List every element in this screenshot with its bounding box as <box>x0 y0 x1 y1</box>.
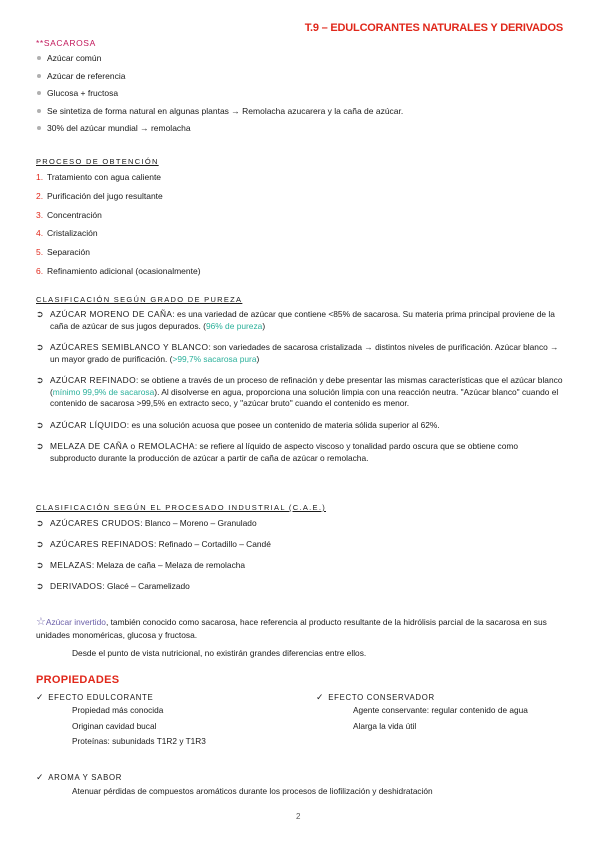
list-item: Agente conservante: regular contenido de agua <box>353 705 528 715</box>
industrial-list <box>36 518 566 593</box>
list-item: ➲ MELAZA DE CAÑA o REMOLACHA: se refiere al líquido de aspecto viscoso y tonalidad pardo oscura que se obtiene como subproducto durante la producción de azúcar a partir de caña de azúcar o remolacha. <box>36 441 519 463</box>
bullet-icon <box>37 126 41 130</box>
list-item: ➲ DERIVADOS: Glacé – Caramelizado <box>36 581 190 591</box>
arrow-bullet-icon: ➲ <box>36 441 44 451</box>
propiedades-title: PROPIEDADES <box>36 674 120 686</box>
list-item: 3. Concentración <box>36 209 102 220</box>
list-item: Proteínas: subunidads T1R2 y T1R3 <box>72 736 206 746</box>
list-item: 1. Tratamiento con agua caliente <box>36 172 162 182</box>
page-number: 2 <box>296 812 301 821</box>
arrow-bullet-icon: ➲ <box>36 518 44 528</box>
arrow-bullet-icon: ➲ <box>36 342 44 352</box>
conservador-heading: ✓ EFECTO CONSERVADOR <box>316 692 435 702</box>
edulcorante-heading: ✓ EFECTO EDULCORANTE <box>36 692 154 702</box>
conservador-lines <box>353 704 553 732</box>
check-icon: ✓ <box>36 772 45 782</box>
azucar-invertido-paragraph: ☆Azúcar invertido, también conocido como sacarosa, hace referencia al producto resultante de la hidrólisis parcial de la sacarosa en sus unidades monoméricas, glucosa y fructosa. <box>36 616 547 640</box>
pureza-list <box>36 309 566 464</box>
bullet-icon <box>37 56 41 60</box>
list-item: 6. Refinamiento adicional (ocasionalmente) <box>36 265 201 276</box>
star-icon: ☆ <box>36 616 46 628</box>
industrial-heading: CLASIFICACIÓN SEGÚN EL PROCESADO INDUSTRIAL (C.A.E.) <box>36 503 326 512</box>
arrow-bullet-icon: ➲ <box>36 560 44 570</box>
pureza-heading: CLASIFICACIÓN SEGÚN GRADO DE PUREZA <box>36 295 243 304</box>
nutricional-note: Desde el punto de vista nutricional, no existirán grandes diferencias entre ellos. <box>72 648 367 658</box>
arrow-bullet-icon: ➲ <box>36 309 44 319</box>
bullet-icon <box>37 91 41 95</box>
list-item: 2. Purificación del jugo resultante <box>36 190 163 201</box>
list-item: ➲ MELAZAS: Melaza de caña – Melaza de remolacha <box>36 560 246 570</box>
list-item: 30% del azúcar mundial → remolacha <box>36 120 403 138</box>
list-item: Azúcar común <box>36 50 403 68</box>
proceso-heading: PROCESO DE OBTENCIÓN <box>36 157 159 166</box>
sacarosa-title: **SACAROSA <box>36 38 96 48</box>
bullet-icon <box>37 109 41 113</box>
list-item: 5. Separación <box>36 247 91 258</box>
aroma-heading: ✓ AROMA Y SABOR <box>36 772 123 782</box>
list-item: ➲ AZÚCAR MORENO DE CAÑA: es una variedad de azúcar que contiene <85% de sacarosa. Su materia prima principal proviene de la caña de azúcar de sus jugos depurados. (96% de pureza) <box>36 309 555 331</box>
list-item: ➲ AZÚCARES REFINADOS: Refinado – Cortadillo – Candé <box>36 539 271 549</box>
sacarosa-list <box>36 50 403 138</box>
list-item: Propiedad más conocida <box>72 705 164 715</box>
proceso-steps <box>36 168 201 281</box>
list-item: ➲ AZÚCARES SEMIBLANCO Y BLANCO: son variedades de sacarosa cristalizada → distintos niveles de purificación. Azúcar blanco → un mayor grado de purificación. (>99,7% sacarosa pura) <box>36 342 559 364</box>
list-item: Azúcar de referencia <box>36 68 403 86</box>
arrow-bullet-icon: ➲ <box>36 581 44 591</box>
list-item: ➲ AZÚCAR LÍQUIDO: es una solución acuosa que posee un contenido de materia sólida superior al 62%. <box>36 419 440 430</box>
arrow-bullet-icon: ➲ <box>36 419 44 430</box>
list-item: ➲ AZÚCAR REFINADO: se obtiene a través de un proceso de refinación y debe presentar las mismas características que el azúcar blanco (mínimo 99,9% de sacarosa). Al disolverse en agua, proporciona una solución limpia con una reacción neutra. "Azúcar blanco" cuando el contenido de sacarosa >99,5% en extracto seco, y "azúcar bruto" cuando el contenido es menor. <box>36 375 563 408</box>
arrow-bullet-icon: ➲ <box>36 539 44 549</box>
check-icon: ✓ <box>316 692 325 702</box>
bullet-icon <box>37 74 41 78</box>
document-title: T.9 – EDULCORANTES NATURALES Y DERIVADOS <box>304 22 563 34</box>
list-item: Se sintetiza de forma natural en algunas plantas → Remolacha azucarera y la caña de azúcar. <box>36 103 403 121</box>
arrow-bullet-icon: ➲ <box>36 375 44 385</box>
edulcorante-lines <box>72 704 292 751</box>
aroma-lines <box>72 785 562 797</box>
list-item: Originan cavidad bucal <box>72 720 157 731</box>
list-item: Glucosa + fructosa <box>36 85 403 103</box>
list-item: Alarga la vida útil <box>353 721 417 731</box>
check-icon: ✓ <box>36 692 45 702</box>
list-item: Atenuar pérdidas de compuestos aromáticos durante los procesos de liofilización y deshidratación <box>72 786 433 796</box>
list-item: 4. Cristalización <box>36 228 98 239</box>
list-item: ➲ AZÚCARES CRUDOS: Blanco – Moreno – Granulado <box>36 518 257 528</box>
